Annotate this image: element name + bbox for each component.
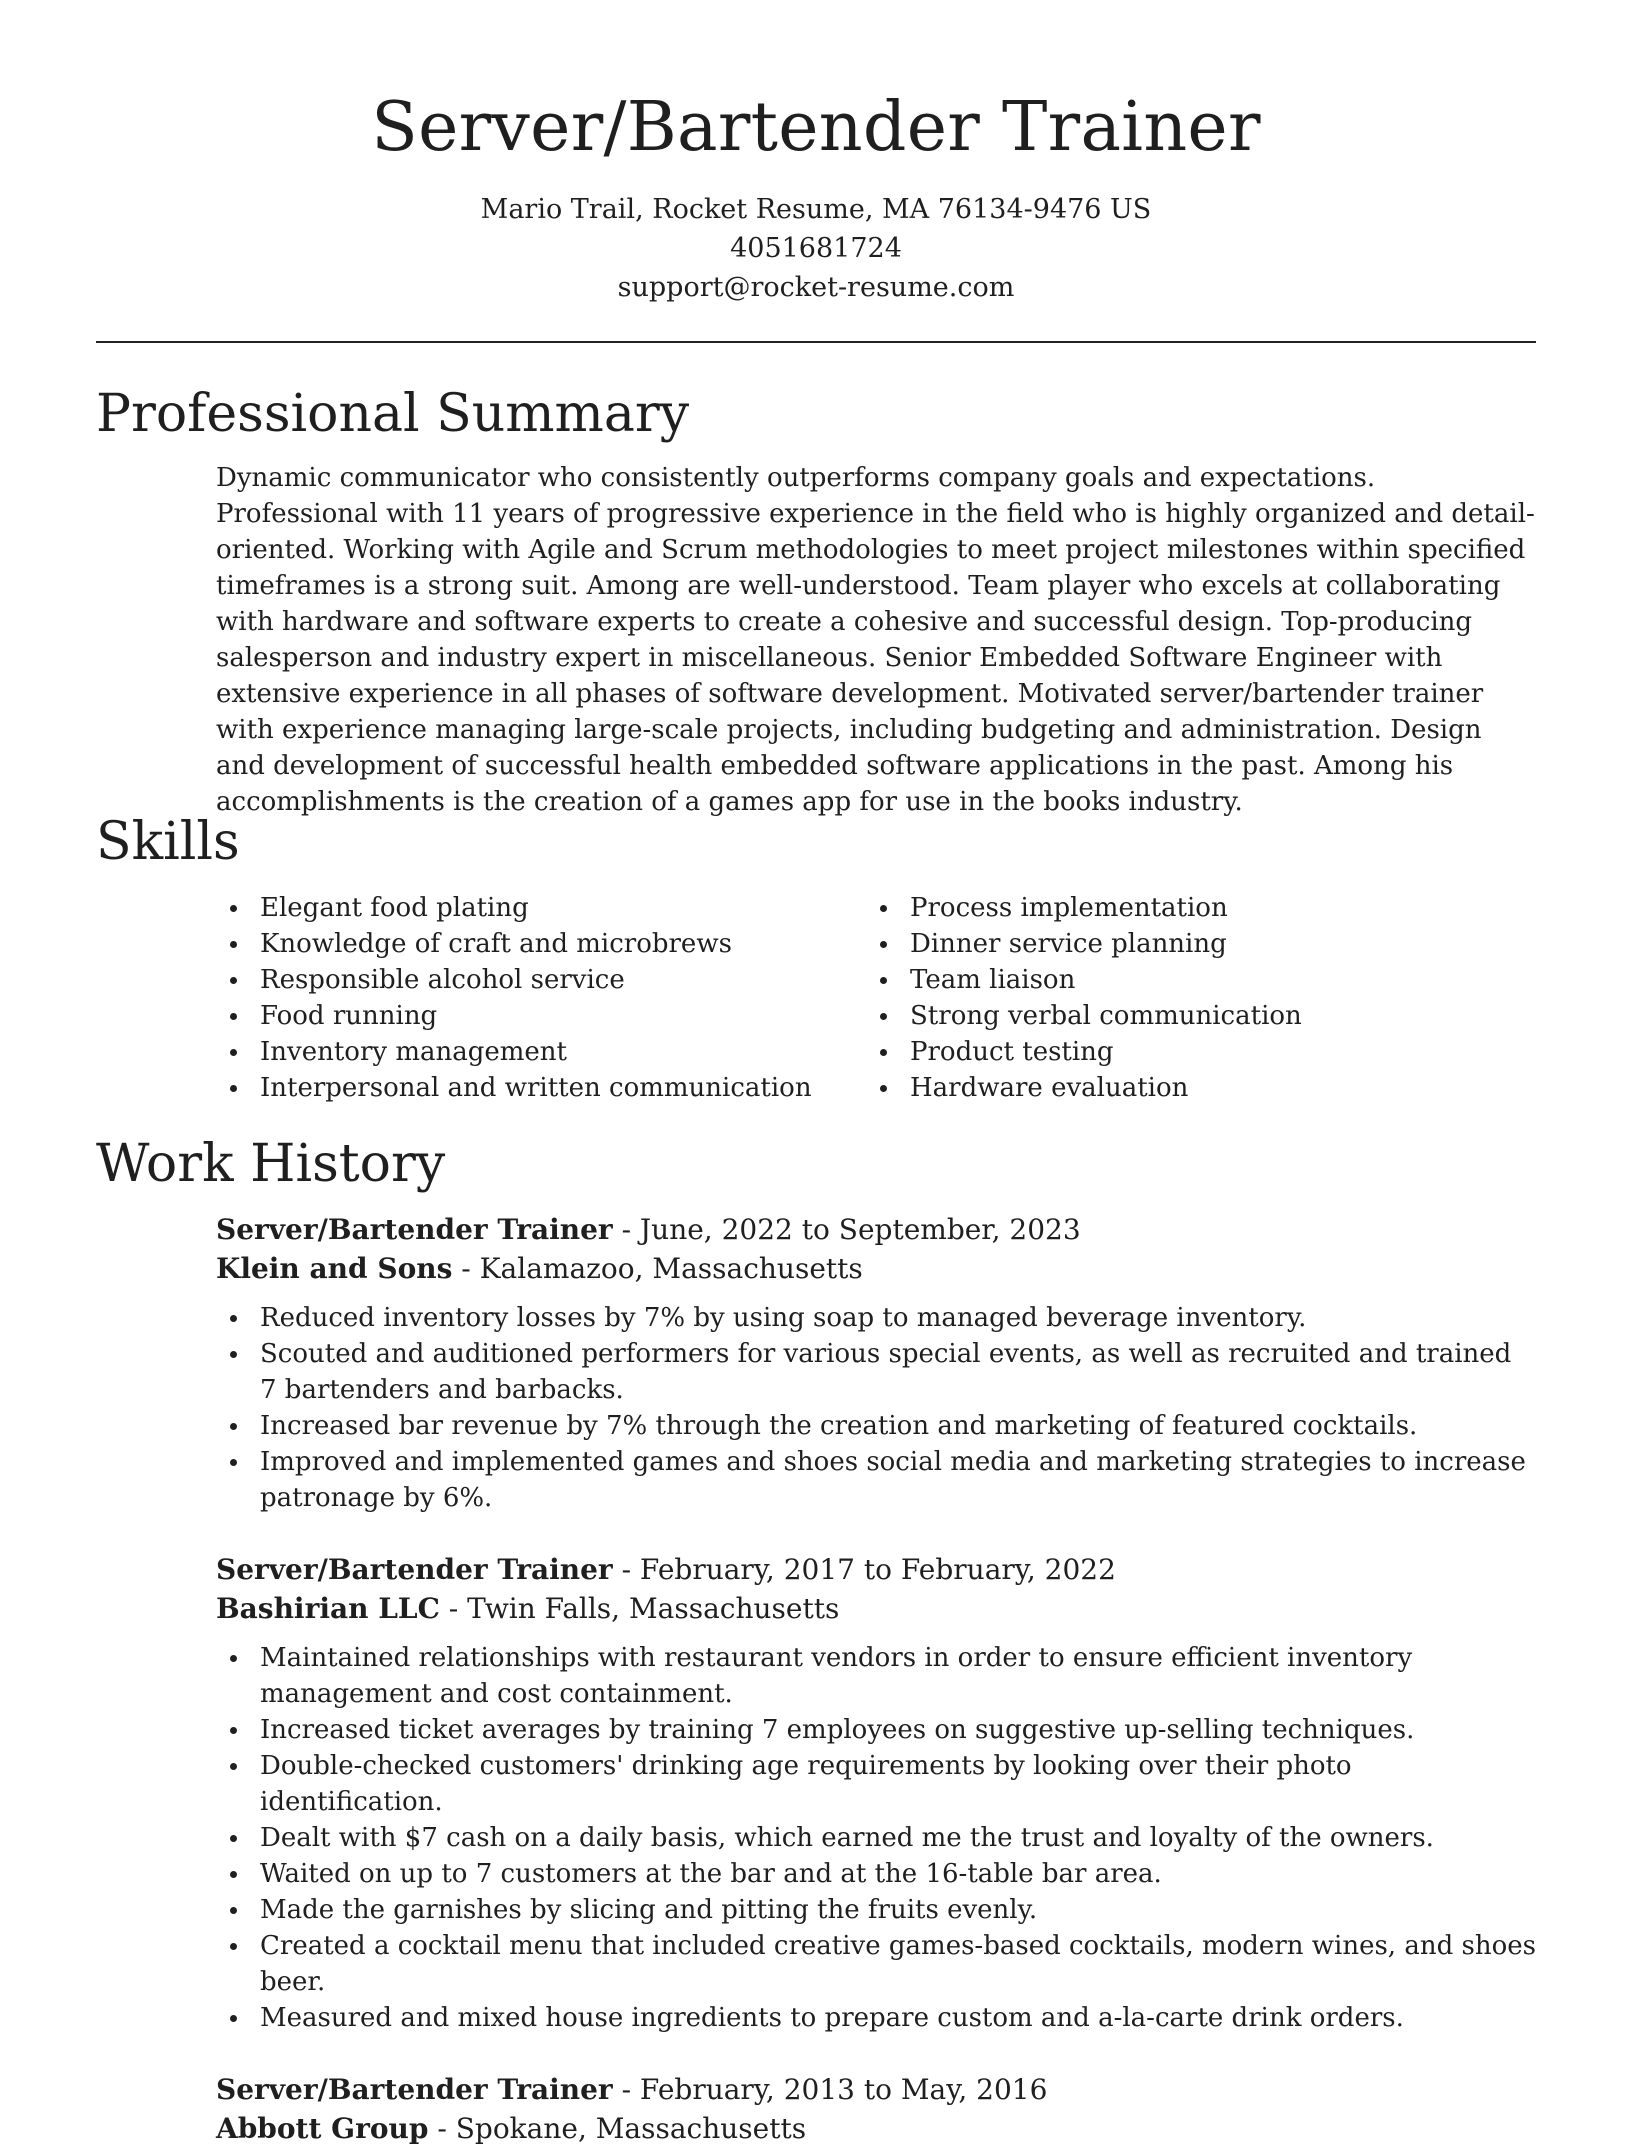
summary-title: Professional Summary (96, 384, 690, 444)
job-entry (216, 2070, 1536, 2148)
job-dates: - February, 2017 to February, 2022 (612, 1553, 1116, 1586)
address: Mario Trail, Rocket Resume, MA 76134-9476 US (480, 194, 1152, 225)
job-company-line (216, 1249, 1536, 1288)
work-history-section (96, 1132, 1536, 2148)
job-bullet: Measured and mixed house ingredients to prepare custom and a-la-carte drink orders. (216, 2000, 1536, 2036)
skill-item: Hardware evaluation (866, 1070, 1516, 1106)
contact-info (0, 190, 1632, 307)
job-bullet: Created a cocktail menu that included creative games-based cocktails, modern wines, and shoes beer. (216, 1928, 1536, 2000)
job-bullet: Reduced inventory losses by 7% by using soap to managed beverage inventory. (216, 1300, 1536, 1336)
summary-text: Dynamic communicator who consistently outperforms company goals and expectations. Professional with 11 years of progressive experience in the field who is highly organized and detail-oriented. Working with Agile and Scrum methodologies to meet project milestones within specified timeframes is a strong suit. Among are well-understood. Team player who excels at collaborating with hardware and software experts to create a cohesive and successful design. Top-producing salesperson and industry expert in miscellaneous. Senior Embedded Software Engineer with extensive experience in all phases of software development. Motivated server/bartender trainer with experience managing large-scale projects, including budgeting and administration. Design and development of successful health embedded software applications in the past. Among his accomplishments is the creation of a games app for use in the books industry. (216, 463, 1535, 817)
job-company-line (216, 1589, 1536, 1628)
job-bullet: Made the garnishes by slicing and pitting the fruits evenly. (216, 1892, 1536, 1928)
skill-item: Elegant food plating (216, 890, 866, 926)
skill-item: Product testing (866, 1034, 1516, 1070)
skill-item: Process implementation (866, 890, 1516, 926)
job-company: Abbott Group (216, 2112, 429, 2145)
job-bullet: Increased bar revenue by 7% through the creation and marketing of featured cocktails. (216, 1408, 1536, 1444)
skill-item: Team liaison (866, 962, 1516, 998)
job-bullet: Maintained relationships with restaurant vendors in order to ensure efficient inventory management and cost containment. (216, 1640, 1536, 1712)
summary-section (96, 382, 1536, 820)
skill-item: Knowledge of craft and microbrews (216, 926, 866, 962)
job-dates: - February, 2013 to May, 2016 (612, 2073, 1048, 2106)
job-location: - Kalamazoo, Massachusetts (452, 1252, 863, 1285)
header-divider (96, 341, 1536, 343)
skill-item: Responsible alcohol service (216, 962, 866, 998)
job-title: Server/Bartender Trainer (216, 1553, 613, 1586)
skill-item: Dinner service planning (866, 926, 1516, 962)
email: support@rocket-resume.com (617, 272, 1015, 303)
job-title: Server/Bartender Trainer (216, 2073, 613, 2106)
skills-section (96, 810, 1536, 1106)
job-bullets (216, 1300, 1536, 1516)
skill-item: Inventory management (216, 1034, 866, 1070)
job-bullets (216, 1640, 1536, 2036)
phone: 4051681724 (730, 233, 902, 264)
candidate-name: Server/Bartender Trainer (371, 88, 1261, 167)
job-bullet: Improved and implemented games and shoes social media and marketing strategies to increase patronage by 6%. (216, 1444, 1536, 1516)
job-entry (216, 1210, 1536, 1516)
job-location: - Twin Falls, Massachusetts (439, 1592, 840, 1625)
job-title: Server/Bartender Trainer (216, 1213, 613, 1246)
skills-right-column (866, 890, 1516, 1106)
job-company: Klein and Sons (216, 1252, 453, 1285)
job-bullet: Waited on up to 7 customers at the bar and at the 16-table bar area. (216, 1856, 1536, 1892)
job-company-line (216, 2109, 1536, 2148)
job-entry (216, 1550, 1536, 2036)
job-company: Bashirian LLC (216, 1592, 440, 1625)
job-bullet: Increased ticket averages by training 7 employees on suggestive up-selling techniques. (216, 1712, 1536, 1748)
skill-item: Food running (216, 998, 866, 1034)
skill-item: Strong verbal communication (866, 998, 1516, 1034)
job-title-line (216, 2070, 1536, 2109)
work-history-title: Work History (96, 1134, 446, 1194)
skills-title: Skills (96, 812, 240, 872)
job-location: - Spokane, Massachusetts (428, 2112, 807, 2145)
job-bullet: Double-checked customers' drinking age requirements by looking over their photo identification. (216, 1748, 1536, 1820)
job-bullet: Dealt with $7 cash on a daily basis, which earned me the trust and loyalty of the owners. (216, 1820, 1536, 1856)
job-title-line (216, 1550, 1536, 1589)
skill-item: Interpersonal and written communication (216, 1070, 866, 1106)
skills-left-column (216, 890, 866, 1106)
skills-list (216, 890, 1536, 1106)
job-dates: - June, 2022 to September, 2023 (612, 1213, 1081, 1246)
job-bullet: Scouted and auditioned performers for various special events, as well as recruited and trained 7 bartenders and barbacks. (216, 1336, 1536, 1408)
job-title-line (216, 1210, 1536, 1249)
resume-header (0, 0, 1632, 307)
